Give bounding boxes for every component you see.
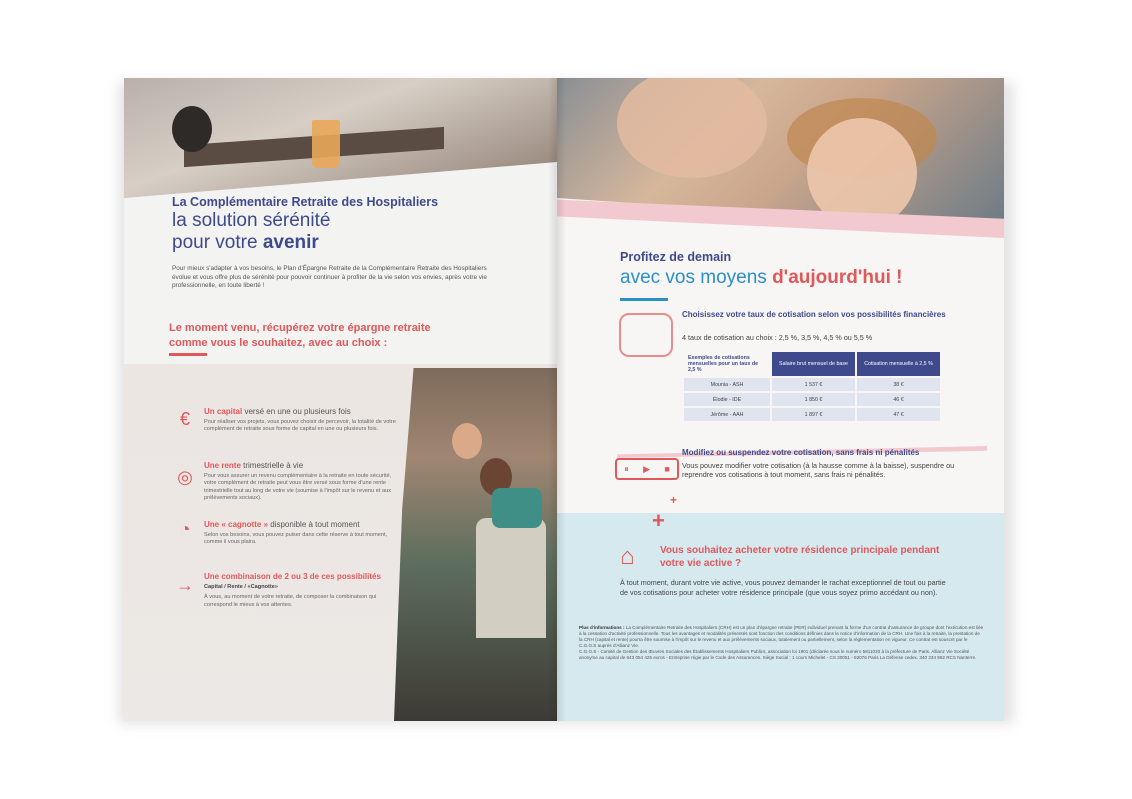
- arrow-right-icon: →: [176, 575, 194, 595]
- title-line-2: [172, 232, 472, 254]
- option-sub: Capital / Rente / «Cagnotte»: [204, 584, 278, 590]
- intro-text: Pour mieux s'adapter à vos besoins, le Plan d'Épargne Retraite de la Complémentaire Retraite des Hospitaliers évolue et vous offre plus de sérénité pour pouvoir continuer à profiter de la vie selon vos envies, après votre vie professionnelle, en toute liberté !: [172, 265, 487, 290]
- table-header: Salaire brut mensuel de base: [772, 352, 855, 376]
- option-desc: Selon vos besoins, vous pouvez puiser dans cette réserve à tout moment, comme il vous plaira.: [204, 532, 388, 546]
- coins-icon: ◎: [177, 467, 193, 487]
- money-bag-icon: €: [179, 409, 190, 429]
- option-title: Une combinaison de 2 ou 3 de ces possibilités: [204, 572, 381, 581]
- rate-section-title: Choisissez votre taux de cotisation selon vos possibilités financières: [682, 310, 946, 319]
- table-cell: Jérôme - AAH: [684, 408, 770, 421]
- table-cell: 38 €: [857, 378, 940, 391]
- modify-section-desc: Vous pouvez modifier votre cotisation (à la hausse comme à la baisse), suspendre ou reprendre vos cotisations à tout moment, sans frais ni pénalités.: [682, 461, 955, 479]
- scarf-shape: [492, 488, 542, 528]
- option-desc: Pour réaliser vos projets, vous pouvez choisir de percevoir, la totalité de votre complément de retraite sous forme de capital en une ou plusieurs fois.: [204, 419, 396, 433]
- table-cell: 1 897 €: [772, 408, 855, 421]
- page-title: [172, 210, 472, 254]
- residence-title: Vous souhaitez acheter votre résidence principale pendant votre vie active ?: [660, 545, 940, 569]
- title-prefix: pour votre: [172, 232, 263, 253]
- jar-shape: [172, 106, 212, 152]
- right-title-bold: d'aujourd'hui !: [772, 267, 903, 288]
- table-cell: 47 €: [857, 408, 940, 421]
- residence-desc: À tout moment, durant votre vie active, vous pouvez demander le rachat exceptionnel de tout ou partie de vos cotisations pour acheter votre résidence principale (que vous soyez primo accédant ou non).: [620, 578, 946, 597]
- legal-text-2: C.G.O.S - Comité de Gestion des Œuvres Sociales des Établissements Hospitaliers Publics, association loi 1901 (déclarée sous le numéro 5811020 à la préfecture de Paris. Allianz Vie Société anonyme au capital de 643 054 425 euros - Entreprise régie par le Code des Assurances. Siège Social : 1 cours Michelet - CS 30051 - 92076 Paris La Défense cedex. 340 234 962 RCS Nanterre.: [579, 649, 977, 660]
- table-header: Exemples de cotisations mensuelles pour un taux de 2,5 %: [688, 355, 759, 373]
- right-subtitle: Profitez de demain: [620, 250, 732, 264]
- pause-play-stop-icon: ⏸ ▶ ■: [615, 458, 679, 480]
- rate-section-desc: 4 taux de cotisation au choix : 2,5 %, 3,5 %, 4,5 % ou 5,5 %: [682, 333, 873, 342]
- house-icon: ⌂: [620, 543, 635, 570]
- option-desc: À vous, au moment de votre retraite, de composer la combinaison qui correspond le mieux à vos attentes.: [204, 594, 377, 608]
- table-cell: 1 537 €: [772, 378, 855, 391]
- right-page: [557, 78, 1004, 721]
- title-bold: avenir: [262, 232, 319, 253]
- purse-icon: [619, 313, 673, 357]
- juice-glass-shape: [312, 120, 340, 168]
- contribution-table: [682, 350, 942, 423]
- man-face: [452, 423, 482, 459]
- table-cell: 46 €: [857, 393, 940, 406]
- option-capital: [204, 407, 399, 434]
- table-cell: Mounia - ASH: [684, 378, 770, 391]
- table-header: Cotisation mensuelle à 2,5 %: [857, 352, 940, 376]
- piggy-bank-icon: ◔: [179, 519, 191, 539]
- table-row: [684, 408, 940, 421]
- legal-notice: [579, 625, 984, 661]
- plus-icon: +: [652, 508, 665, 533]
- title-underline: [620, 298, 668, 301]
- table-cell: 1 850 €: [772, 393, 855, 406]
- brochure-spine: [548, 78, 566, 721]
- legal-text: La Complémentaire Retraite des Hospitaliers (CRH) est un plan d'épargne retraite (PER) individuel prenant la forme d'un contrat d'assurance de groupe dont l'exécution est liée à la cessation d'activité professionnelle. Tous les avantages et modalités présentés sont fonction des conditions définies dans la notice d'information de la CRH. Une fois à la retraite, la prestation de la CRH (capital et rente) pourra être soumise à l'impôt sur le revenu et aux prélèvements sociaux, totalement ou partiellement, selon la réglementation en vigueur. Ce contrat est souscrit par le C.G.O.S auprès d'Allianz Vie.: [579, 625, 984, 648]
- table-row: [684, 393, 940, 406]
- option-desc: Pour vous assurer un revenu complémentaire à la retraite en toute sécurité, votre complément de retraite peut vous être versé sous forme d'une rente trimestrielle tout au long de votre vie (soumise à l'impôt sur le revenu et aux prélèvements sociaux).: [204, 473, 392, 502]
- left-page: [124, 78, 557, 721]
- option-title: Une rente trimestrielle à vie: [204, 461, 304, 470]
- option-title: Un capital versé en une ou plusieurs fois: [204, 407, 351, 416]
- choice-heading: Le moment venu, récupérez votre épargne retraite comme vous le souhaitez, avec au choix :: [169, 322, 431, 349]
- coat-shape: [476, 518, 546, 638]
- title-line-1: la solution sérénité: [172, 210, 331, 231]
- heading-underline: [169, 353, 207, 356]
- right-title: [620, 267, 902, 289]
- option-rente: [204, 461, 399, 503]
- right-title-prefix: avec vos moyens: [620, 267, 773, 288]
- modify-section-title: Modifiez ou suspendez votre cotisation, sans frais ni pénalités: [682, 448, 920, 457]
- table-row: [684, 378, 940, 391]
- table-cell: Élodie - IDE: [684, 393, 770, 406]
- option-cagnotte: [204, 520, 399, 547]
- plus-small-icon: +: [670, 493, 678, 507]
- option-combinaison: [204, 572, 399, 609]
- legal-label: Plus d'informations :: [579, 625, 625, 630]
- page-subtitle: La Complémentaire Retraite des Hospitaliers: [172, 195, 439, 209]
- table-header-row: [684, 352, 940, 376]
- option-title: Une « cagnotte » disponible à tout moment: [204, 520, 360, 529]
